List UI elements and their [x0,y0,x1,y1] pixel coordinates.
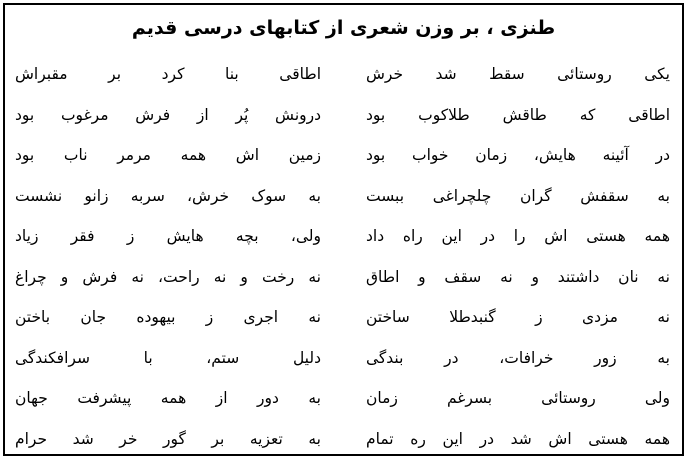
verse-row [5,59,682,100]
verse-row [5,302,682,343]
first-hemistich: همه هستی اش را در این راه داد [366,221,670,251]
second-hemistich: دلیل ستم، با سرافکندگی [15,343,321,373]
first-hemistich: همه هستی اش شد در این ره تمام [366,424,670,454]
first-hemistich: اطاقی که طاقش طلاکوب بود [366,100,670,130]
first-hemistich: به زور خرافات، در بندگی [366,343,670,373]
verse-row [5,100,682,141]
first-hemistich: در آئینه هایش، زمان خواب بود [366,140,670,170]
verse-row [5,424,682,464]
first-hemistich: ولی روستائی بسرغم زمان [366,383,670,413]
second-hemistich: به سوک خرش، سربه زانو نشست [15,181,321,211]
verse-row [5,343,682,384]
first-hemistich: نه نان داشتند و نه سقف و اطاق [366,262,670,292]
second-hemistich: به تعزیه بر گور خر شد حرام [15,424,321,454]
poem-frame [3,3,684,456]
poem-title: طنزی ، بر وزن شعری از کتابهای درسی قدیم [5,13,682,43]
second-hemistich: نه اجری ز بیهوده جان باختن [15,302,321,332]
first-hemistich: به سقفش گران چلچراغی ببست [366,181,670,211]
second-hemistich: ولی، بچه هایش ز فقر زیاد [15,221,321,251]
second-hemistich: درونش پُر از فرش مرغوب بود [15,100,321,130]
second-hemistich: نه رخت و نه راحت، نه فرش و چراغ [15,262,321,292]
second-hemistich: زمین اش همه مرمر ناب بود [15,140,321,170]
first-hemistich: یکی روستائی سقط شد خرش [366,59,670,89]
verse-row [5,140,682,181]
verse-row [5,181,682,222]
second-hemistich: اطاقی بنا کرد بر مقبراش [15,59,321,89]
verse-row [5,221,682,262]
verse-row [5,262,682,303]
verse-list [5,59,682,464]
first-hemistich: نه مزدی ز گنبدطلا ساختن [366,302,670,332]
second-hemistich: به دور از همه پیشرفت جهان [15,383,321,413]
verse-row [5,383,682,424]
